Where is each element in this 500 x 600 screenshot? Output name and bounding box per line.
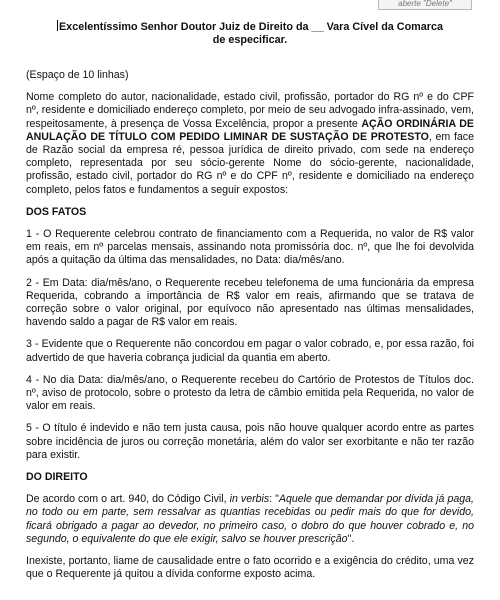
text-cursor (57, 20, 58, 31)
petition-title (26, 20, 474, 47)
article-quote: Aquele que demandar por dívida já paga, no todo ou em parte, sem ressalvar as quantias recebidas ou pedir mais do que for devido, ficará obrigado a pagar ao devedor, no primeiro caso, o dobro do que houver cobrado e, no segundo, o equivalente do que ele exigir, salvo se houver prescrição (26, 493, 474, 545)
title-line-1: Excelentíssimo Senhor Doutor Juiz de Direito da __ Vara Cível da Comarca (58, 21, 444, 33)
qualification-paragraph (26, 91, 474, 197)
action-title: AÇÃO ORDINÁRIA DE ANULAÇÃO DE TÍTULO COM PEDIDO LIMINAR DE SUSTAÇÃO DE PROTESTO (26, 117, 474, 143)
space-note: (Espaço de 10 linhas) (26, 69, 129, 81)
law-heading: DO DIREITO (26, 471, 88, 484)
petition-document (26, 20, 474, 591)
quote-open: : " (269, 493, 279, 506)
qualification-text-2: , em face de Razão social da empresa ré, pessoa jurídica de direito privado, com sede na endereço completo, representada por seu sócio-gerente Nome do sócio-gerente, nacionalidade, profissão, estado civil, portador do RG nº e do CPF nº, residente e domiciliado na endereço completo, pelos fatos e fundamentos a seguir expostos: (26, 130, 474, 196)
in-verbis: in verbis (229, 493, 270, 506)
law-paragraph-2: Inexiste, portanto, liame de causalidade entre o fato ocorrido e a exigência do crédito, uma vez que o Requerente já quitou a dívida conforme exposto acima. (26, 555, 474, 581)
title-line-2: de especificar. (212, 34, 288, 46)
delete-hint-tab (378, 0, 472, 10)
delete-hint-label: aberte "Delete" (398, 0, 452, 8)
fact-item-2: 2 - Em Data: dia/mês/ano, o Requerente recebeu telefonema de uma funcionária da empresa Requerida, cobrando a importância de R$ valor em reais, afirmando que se tratava de correção sobre o valor original, por equívoco não apresentado nas últimas mensalidades, havendo saldo a pagar de R$ valor em reais. (26, 276, 474, 329)
quote-close: ". (347, 532, 355, 545)
fact-item-4: 4 - No dia Data: dia/mês/ano, o Requerente recebeu do Cartório de Protestos de Títulos doc. nº, aviso de protocolo, sobre o protesto da letra de câmbio emitida pela Requerida, no valor de valor em reais. (26, 373, 474, 413)
qualification-text-1: Nome completo do autor, nacionalidade, estado civil, profissão, portador do RG nº e do CPF nº, residente e domiciliado endereço completo, por meio de seu advogado infra-assinado, vem, respeitosamente, à presença de Vossa Excelência, propor a presente (26, 91, 474, 130)
fact-item-1: 1 - O Requerente celebrou contrato de financiamento com a Requerida, no valor de R$ valor em reais, em nº parcelas mensais, assinando nota promissória doc. nº, que lhe foi devolvida após a quitação da última das mensalidades, no Data: dia/mês/ano. (26, 228, 474, 267)
law-intro: De acordo com o art. 940, do Código Civil, (26, 493, 230, 506)
fact-item-5: 5 - O título é indevido e não tem justa causa, pois não houve qualquer acordo entre as partes sobre incidência de juros ou correção monetária, além do valor ser exorbitante e não ter razão para existir. (26, 422, 474, 461)
fact-item-3: 3 - Evidente que o Requerente não concordou em pagar o valor cobrado, e, por essa razão, foi advertido de que haveria cobrança judicial da quantia em aberto. (26, 338, 474, 364)
law-paragraph-1 (26, 493, 474, 546)
facts-heading: DOS FATOS (26, 205, 87, 218)
